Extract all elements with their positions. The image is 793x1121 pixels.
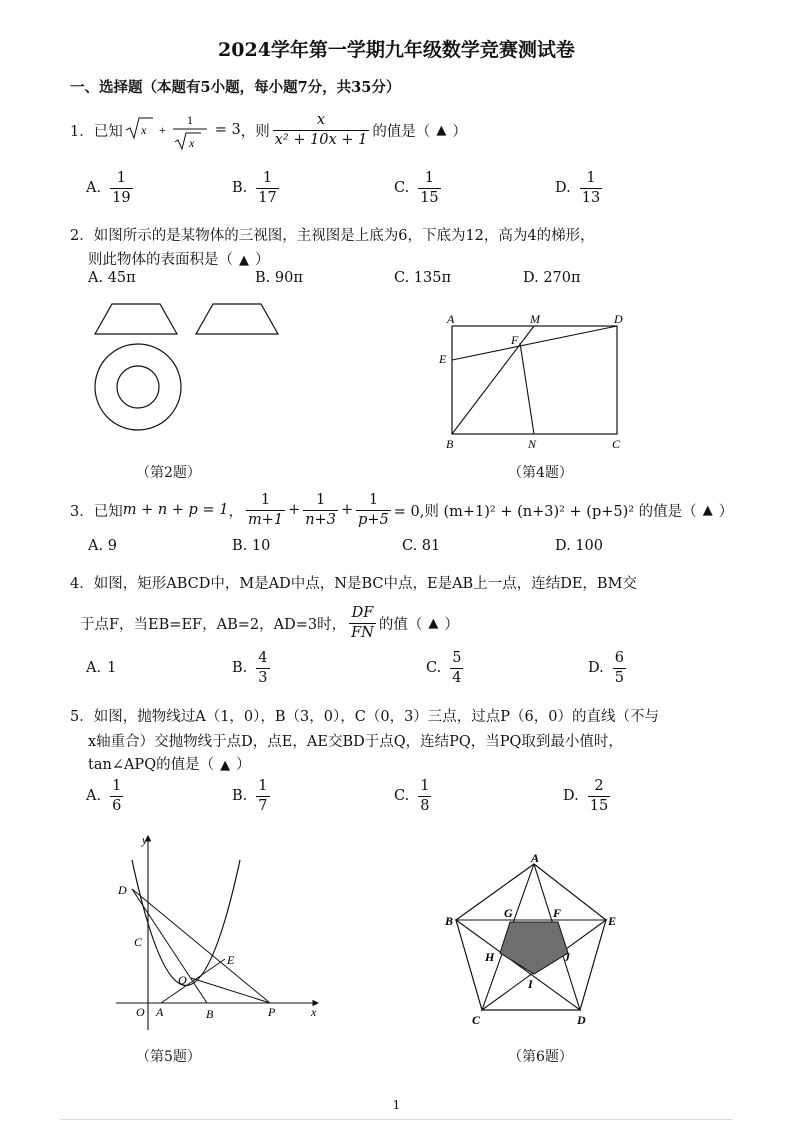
answer-triangle: ▲ (436, 122, 447, 138)
q1-close: ） (452, 123, 467, 140)
q1-equals: = 3 (214, 122, 241, 138)
q2-option-a: A. 45π (88, 270, 136, 286)
section-heading: 一、选择题（本题有5小题，每小题7分，共35分） (70, 79, 401, 96)
q3-option-a: A. 9 (88, 538, 117, 554)
answer-triangle: ▲ (428, 615, 439, 631)
q4-line1: 4．如图，矩形ABCD中，M是AD中点，N是BC中点，E是AB上一点，连结DE，BM交 (70, 576, 637, 592)
q1-option-a: A. $\frac{1}{19}$ (86, 170, 131, 206)
side-view-trapezoid (196, 304, 278, 334)
line-AE (161, 959, 225, 1003)
label-C: C (612, 437, 621, 448)
figure-6-pentagon (440, 850, 630, 1030)
svg-text:+: + (158, 123, 166, 137)
label-G: G (504, 906, 513, 920)
label-F: F (511, 333, 519, 347)
label-A: A (156, 1005, 164, 1019)
line-QP (191, 978, 270, 1003)
q1-option-b: B. $\frac{1}{17}$ (232, 170, 277, 206)
label-A: A (447, 312, 455, 326)
svg-text:x: x (140, 123, 147, 137)
figure-2-caption: （第2题） (136, 465, 201, 481)
label-P: P (268, 1005, 276, 1019)
q1-option-c: C. $\frac{1}{15}$ (394, 170, 439, 206)
label-B: B (445, 914, 454, 928)
figure-2-three-views (90, 300, 290, 440)
answer-triangle: ▲ (239, 253, 249, 268)
q5-option-a: A. $\frac{1}{6}$ (86, 778, 122, 814)
label-D: D (577, 1013, 586, 1027)
label-C: C (472, 1013, 481, 1027)
q1-expression (123, 108, 215, 152)
label-Q: Q (178, 973, 187, 987)
q5-option-d: D. $\frac{2}{15}$ (563, 778, 609, 814)
q1-prefix: 1．已知 (70, 123, 123, 140)
q5-line3: tan∠APQ的值是（ ▲ ） (88, 757, 251, 773)
answer-triangle: ▲ (220, 758, 231, 773)
label-A: A (531, 851, 540, 865)
label-B: B (206, 1007, 214, 1021)
label-C: C (134, 935, 143, 949)
label-E: E (608, 914, 617, 928)
page-title: 2024学年第一学期九年级数学竞赛测试卷 (218, 39, 575, 61)
label-I: I (528, 977, 533, 991)
figure-5-caption: （第5题） (136, 1049, 201, 1065)
label-F: F (553, 906, 562, 920)
label-E: E (439, 352, 447, 366)
q5-line1: 5．如图，抛物线过A（1，0），B（3，0），C（0，3）三点，过点P（6，0）的直线（不与 (70, 709, 660, 725)
shaded-inner-pentagon (500, 922, 568, 974)
figure-5-parabola (108, 830, 328, 1035)
figure-4-caption: （第4题） (508, 465, 573, 481)
line-DP (132, 889, 270, 1003)
q1-target-fraction: $\frac{x}{\text{x² + 10x + 1}}$ (274, 111, 368, 148)
q4-option-c: C. $\frac{5}{4}$ (426, 650, 462, 686)
q4-line2: 于点F，当EB=EF，AB=2，AD=3时， $\frac{DF}{FN}$ 的值（ ▲ ） (80, 605, 459, 641)
answer-triangle: ▲ (702, 502, 713, 518)
label-y: y (142, 833, 148, 847)
q4-option-a: A. 1 (86, 660, 117, 676)
label-M: M (530, 312, 540, 326)
q2-line2: 则此物体的表面积是（ ▲ ） (88, 252, 270, 268)
q5-option-c: C. $\frac{1}{8}$ (394, 778, 430, 814)
q5-line2: x轴重合）交抛物线于点D，点E，AE交BD于点Q，连结PQ，当PQ取到最小值时， (88, 734, 623, 750)
label-O: O (136, 1005, 145, 1019)
front-view-trapezoid (95, 304, 177, 334)
label-B: B (446, 437, 454, 448)
q1-option-d: D. $\frac{1}{13}$ (555, 170, 601, 206)
label-H: H (485, 950, 495, 964)
q5-option-b: B. $\frac{1}{7}$ (232, 778, 268, 814)
top-view-inner-circle (117, 366, 159, 408)
q2-option-b: B. 90π (255, 270, 303, 286)
page-number: 1 (392, 1098, 401, 1112)
q2-line1: 2．如图所示的是某物体的三视图，主视图是上底为6，下底为12，高为4的梯形， (70, 228, 595, 244)
top-view-outer-circle (95, 344, 181, 430)
label-E: E (227, 953, 235, 967)
q1-post: 的值是（ (372, 123, 431, 140)
q4-option-b: B. $\frac{4}{3}$ (232, 650, 268, 686)
question-3: 3．已知 m + n + p = 1 ， $\frac{1}{m+1}$ + $\frac{1}{n+3}$ + $\frac{1}{p+5}$ = 0,则 (m+1)² + (n+3)² + (p+5)² 的值是（ ▲ ） (70, 492, 734, 528)
svg-text:x: x (188, 136, 195, 150)
line-DB (132, 889, 207, 1003)
q2-option-d: D. 270π (523, 270, 581, 286)
label-D: D (118, 883, 127, 897)
figure-6-caption: （第6题） (508, 1049, 573, 1065)
q3-condition: m + n + p = 1 (122, 502, 229, 519)
figure-4-rectangle (430, 308, 640, 448)
q3-equation: = 0,则 (m+1)² + (n+3)² + (p+5)² 的值是（ (393, 503, 697, 520)
svg-text:1: 1 (186, 113, 193, 127)
q4-option-d: D. $\frac{6}{5}$ (588, 650, 624, 686)
q3-option-c: C. 81 (402, 538, 441, 554)
label-N: N (528, 437, 537, 448)
q3-option-d: D. 100 (555, 538, 604, 554)
label-x: x (311, 1005, 317, 1019)
label-D: D (614, 312, 623, 326)
question-1 (70, 108, 467, 152)
q3-option-b: B. 10 (232, 538, 271, 554)
footer-divider (60, 1119, 733, 1120)
q1-mid: ，则 (240, 123, 270, 140)
label-J: J (564, 950, 570, 964)
q2-option-c: C. 135π (394, 270, 452, 286)
